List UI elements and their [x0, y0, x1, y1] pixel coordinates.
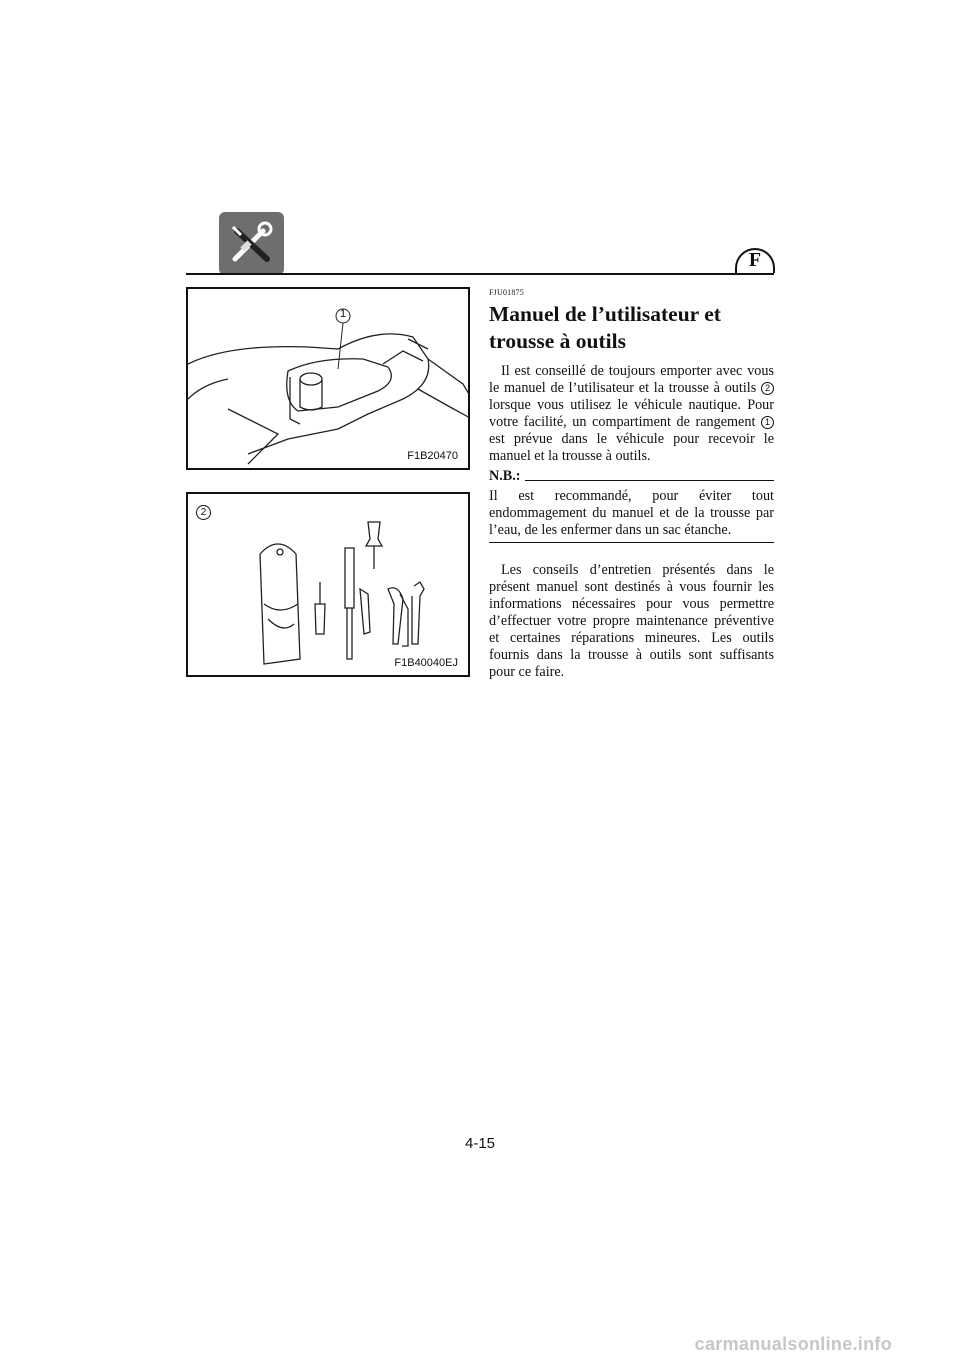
figure-tool-kit [186, 492, 470, 677]
callout-2: 2 [196, 503, 211, 521]
language-badge: F [735, 248, 775, 273]
section-content [489, 288, 774, 681]
page-number: 4-15 [464, 1135, 496, 1152]
note-text: Il est recommandé, pour éviter tout endommagement du manuel et de la trousse par l’eau, de les enfermer dans un sac étanche. [489, 488, 774, 538]
tools-icon [219, 212, 284, 275]
reference-code: FJU01875 [489, 288, 524, 297]
note-heading: N.B.: [489, 468, 774, 485]
callout-ref-2: 2 [761, 382, 774, 395]
section-title: Manuel de l’utilisateur et trousse à outils [489, 302, 721, 353]
callout-ref-1: 1 [761, 416, 774, 429]
watermark: carmanualsonline.info [694, 1334, 892, 1354]
tool-kit-illustration [188, 494, 470, 677]
figure-storage-compartment [186, 287, 470, 470]
header-rule [186, 273, 774, 275]
maintenance-paragraph: Les conseils d’entretien présentés dans le présent manuel sont destinés à vous fournir les informations nécessaires pour vous permettre d’effectuer votre propre maintenance préventive et certaines réparations mineures. Les outils fournis dans la trousse à outils sont suffisants pour ce faire. [489, 562, 774, 680]
note-end-rule [489, 542, 774, 543]
intro-paragraph: Il est conseillé de toujours emporter avec vous le manuel de l’utilisateur et la trousse à outils 2 lorsque vous utilisez le véhicule nautique. Pour votre facilité, un compartiment de rangement 1 est prévue dans le véhicule pour recevoir le manuel et la trousse à outils. [489, 363, 774, 464]
storage-compartment-illustration [188, 289, 470, 470]
figure-code: F1B40040EJ [394, 657, 458, 669]
callout-1: 1 [339, 308, 347, 320]
figure-code: F1B20470 [407, 450, 458, 462]
